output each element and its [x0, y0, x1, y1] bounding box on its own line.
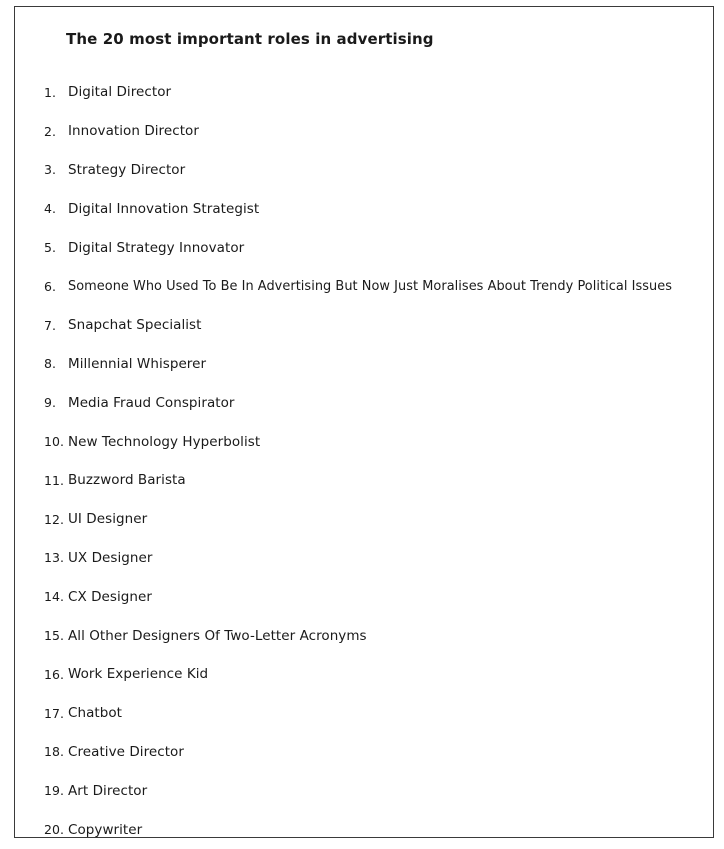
item-text: Digital Innovation Strategist [68, 200, 260, 217]
list-item [44, 733, 672, 772]
document-title: The 20 most important roles in advertising [66, 30, 434, 48]
item-text: Chatbot [68, 705, 123, 722]
item-text: UX Designer [68, 549, 153, 566]
list-item [44, 383, 672, 422]
item-text: UI Designer [68, 511, 148, 528]
item-text: Millennial Whisperer [68, 355, 207, 372]
item-number: 2. [44, 123, 57, 139]
item-text: CX Designer [68, 588, 152, 605]
item-text: Strategy Director [68, 161, 186, 178]
item-text: Creative Director [68, 743, 184, 760]
item-text: Buzzword Barista [68, 472, 186, 489]
item-text: New Technology Hyperbolist [68, 433, 261, 450]
item-text: Copywriter [68, 821, 143, 838]
list-item [44, 771, 672, 810]
item-number: 18. [44, 744, 65, 760]
list-item [44, 267, 672, 306]
item-number: 7. [44, 317, 57, 333]
list-item [44, 539, 672, 578]
item-number: 8. [44, 356, 57, 372]
item-number: 6. [44, 278, 57, 294]
item-number: 15. [44, 628, 65, 644]
item-number: 10. [44, 434, 65, 450]
item-number: 9. [44, 395, 57, 411]
list-item [44, 616, 672, 655]
item-text: All Other Designers Of Two-Letter Acronyms [68, 627, 367, 644]
list-item [44, 810, 672, 849]
item-text: Digital Strategy Innovator [68, 239, 245, 256]
list-item [44, 306, 672, 345]
item-text: Someone Who Used To Be In Advertising But Now Just Moralises About Trendy Political Issues [68, 278, 672, 294]
item-number: 11. [44, 472, 65, 488]
item-number: 13. [44, 550, 65, 566]
item-number: 3. [44, 162, 57, 178]
list-item [44, 422, 672, 461]
list-item [44, 461, 672, 500]
list-item [44, 655, 672, 694]
item-number: 20. [44, 822, 65, 838]
item-text: Innovation Director [68, 123, 199, 140]
item-number: 4. [44, 201, 57, 217]
item-number: 19. [44, 783, 65, 799]
list-item [44, 345, 672, 384]
item-number: 17. [44, 705, 65, 721]
item-text: Snapchat Specialist [68, 317, 202, 334]
item-text: Work Experience Kid [68, 666, 209, 683]
list-item [44, 151, 672, 190]
list-item [44, 577, 672, 616]
item-number: 14. [44, 589, 65, 605]
item-number: 12. [44, 511, 65, 527]
list-item [44, 189, 672, 228]
item-number: 5. [44, 240, 57, 256]
roles-list [44, 73, 672, 849]
list-item [44, 500, 672, 539]
item-number: 1. [44, 84, 57, 100]
item-text: Digital Director [68, 84, 172, 101]
item-number: 16. [44, 666, 65, 682]
list-item [44, 228, 672, 267]
item-text: Art Director [68, 782, 148, 799]
list-item [44, 694, 672, 733]
list-item [44, 112, 672, 151]
list-item [44, 73, 672, 112]
item-text: Media Fraud Conspirator [68, 394, 235, 411]
